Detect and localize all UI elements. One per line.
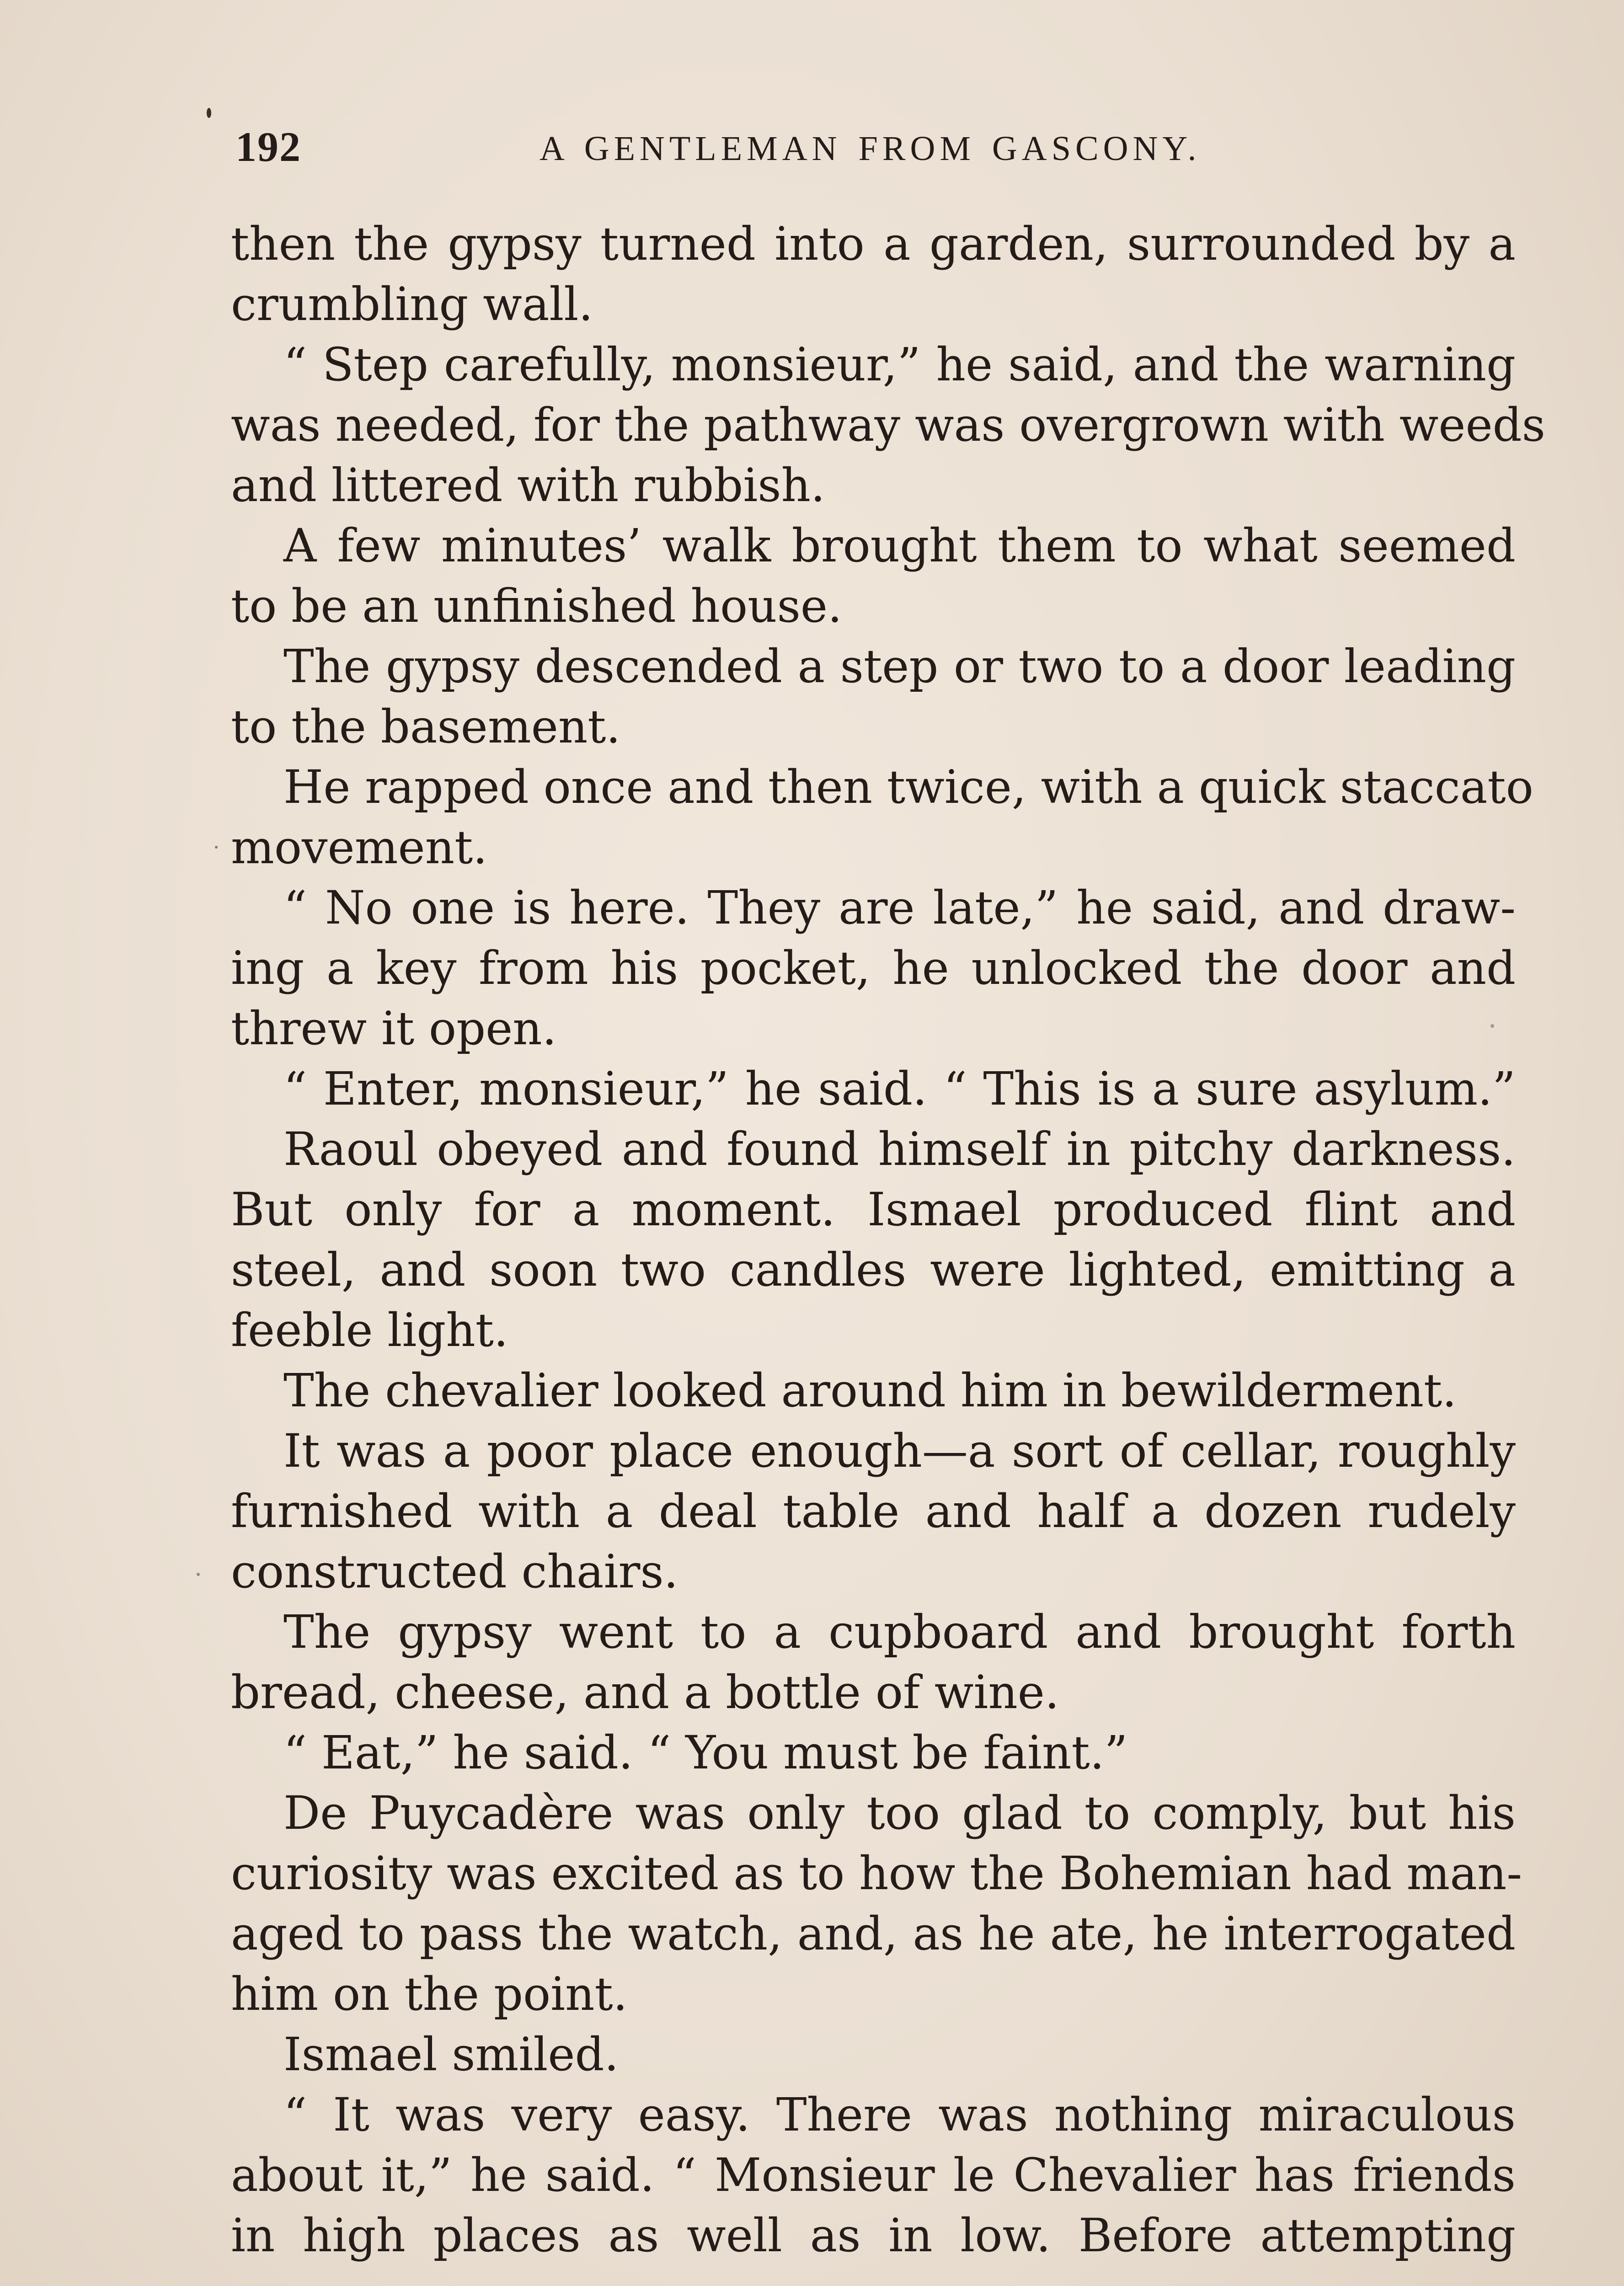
text-line: constructed chairs. [231,1545,678,1598]
text-line: De Puycadère was only too glad to comply, but his [283,1786,1516,1840]
text-line: steel, and soon two candles were lighted, emitting a [231,1243,1516,1297]
text-line: “ Enter, monsieur,” he said. “ This is a sure asylum.” [283,1062,1516,1116]
text-line: and littered with rubbish. [231,459,825,512]
text-line: was needed, for the pathway was overgrown with weeds [231,398,1545,452]
text-line: to be an unfinished house. [231,579,842,633]
text-line: movement. [231,821,488,874]
running-head [235,123,1516,177]
paper-speck [207,108,211,118]
text-line: The gypsy descended a step or two to a door leading [283,640,1516,693]
text-line: “ Step carefully, monsieur,” he said, and the warning [283,338,1516,391]
text-line: It was a poor place enough—a sort of cellar, roughly [283,1424,1516,1478]
text-line: He rapped once and then twice, with a quick staccato [283,760,1533,814]
text-line: Ismael smiled. [283,2028,619,2081]
text-line: The chevalier looked around him in bewilderment. [283,1364,1457,1417]
text-line: curiosity was excited as to how the Bohemian had man- [231,1847,1522,1900]
text-line: bread, cheese, and a bottle of wine. [231,1666,1059,1719]
running-title: A GENTLEMAN FROM GASCONY. [540,129,1201,168]
text-line: ing a key from his pocket, he unlocked the door and [231,941,1516,995]
paper-speck [197,1573,200,1576]
text-line: threw it open. [231,1002,557,1055]
text-line: “ Eat,” he said. “ You must be faint.” [283,1726,1128,1779]
body-text [231,214,1545,2266]
page-number: 192 [235,123,301,170]
text-line: “ It was very easy. There was nothing miraculous [283,2088,1516,2142]
text-line: in high places as well as in low. Before attempting [231,2209,1516,2262]
text-line: A few minutes’ walk brought them to what seemed [283,519,1516,572]
text-line: then the gypsy turned into a garden, surrounded by a [231,217,1516,271]
text-line: about it,” he said. “ Monsieur le Chevalier has friends [231,2148,1516,2202]
text-line: him on the point. [231,1967,628,2021]
text-line: But only for a moment. Ismael produced flint and [231,1183,1516,1236]
text-line: The gypsy went to a cupboard and brought forth [283,1605,1516,1659]
paper-speck [1490,1024,1494,1028]
text-line: aged to pass the watch, and, as he ate, he interrogated [231,1907,1516,1960]
text-line: crumbling wall. [231,278,593,331]
text-line: furnished with a deal table and half a dozen rudely [231,1485,1516,1538]
text-line: feeble light. [231,1303,508,1357]
text-line: to the basement. [231,700,621,753]
text-line: Raoul obeyed and found himself in pitchy darkness. [283,1122,1516,1176]
paper-speck [215,846,218,849]
text-line: “ No one is here. They are late,” he said, and draw- [283,881,1516,935]
